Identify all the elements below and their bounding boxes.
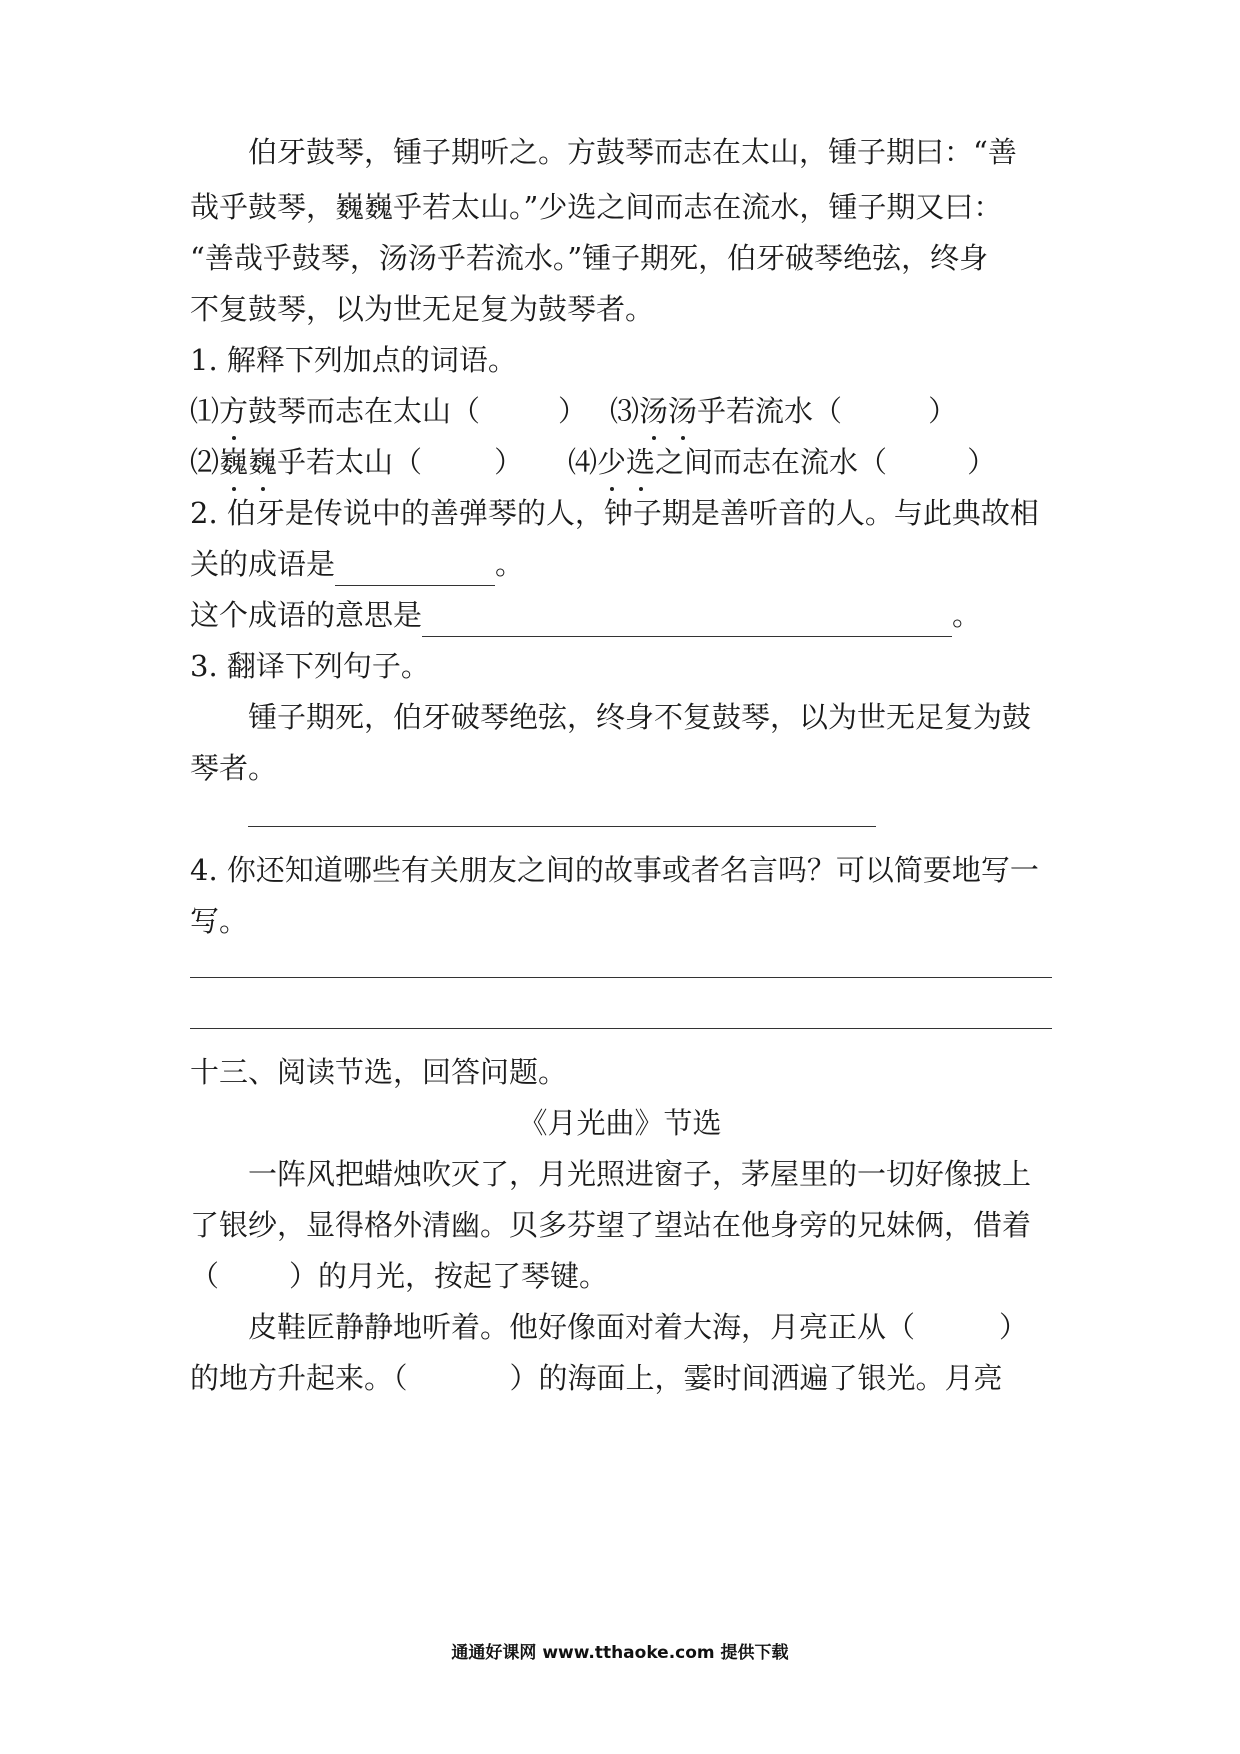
passage1-line-1: 伯牙鼓琴，锺子期听之。方鼓琴而志在太山，锺子期曰：“善 (248, 135, 1017, 169)
question-2-line-2: 关的成语是 。 (190, 542, 1050, 586)
section-13-heading: 十三、阅读节选，回答问题。 (190, 1055, 568, 1089)
answer-line[interactable] (190, 977, 1052, 978)
question-3-sentence-line-2: 琴者。 (190, 751, 278, 785)
answer-line[interactable] (248, 826, 876, 827)
excerpt-p1-line-1: 一阵风把蜡烛吹灭了，月光照进窗子，茅屋里的一切好像披上 (248, 1157, 1032, 1191)
question-4-line-1: 4. 你还知道哪些有关朋友之间的故事或者名言吗？可以简要地写一 (190, 853, 1039, 887)
q1-item-4: ⑷少选之间而志在流水（ ） (568, 440, 1048, 484)
question-2-line-1: 2. 伯牙是传说中的善弹琴的人，钟子期是善听音的人。与此典故相 (190, 496, 1039, 530)
answer-line[interactable] (190, 1028, 1052, 1029)
dotted-char: 方 (219, 389, 248, 433)
answer-blank[interactable] (422, 606, 952, 637)
passage1-line-4: 不复鼓琴，以为世无足复为鼓琴者。 (190, 292, 655, 326)
q1-item-2: ⑵巍巍乎若太山（ ） (190, 440, 590, 484)
answer-blank[interactable] (335, 555, 495, 586)
dotted-char: 巍 (248, 440, 277, 484)
dotted-char: 巍 (219, 440, 248, 484)
excerpt-p1-line-3: （ ）的月光，按起了琴键。 (190, 1259, 609, 1293)
excerpt-title: 《月光曲》节选 (518, 1106, 722, 1140)
excerpt-p1-line-2: 了银纱，显得格外清幽。贝多芬望了望站在他身旁的兄妹俩，借着 (190, 1208, 1032, 1242)
question-1-prompt: 1. 解释下列加点的词语。 (190, 343, 517, 377)
footer-watermark: 通通好课网 www.tthaoke.com 提供下载 (451, 1643, 789, 1663)
dotted-char: 汤 (639, 389, 668, 433)
passage1-line-2: 哉乎鼓琴，巍巍乎若太山。”少选之间而志在流水，锺子期又曰： (190, 190, 1003, 224)
question-4-line-2: 写。 (190, 904, 249, 938)
question-2-line-3: 这个成语的意思是 。 (190, 593, 1050, 637)
question-3-prompt: 3. 翻译下列句子。 (190, 649, 430, 683)
q1-item-1: ⑴方鼓琴而志在太山（ ） (190, 389, 610, 433)
question-3-sentence-line-1: 锺子期死，伯牙破琴绝弦，终身不复鼓琴，以为世无足复为鼓 (248, 700, 1032, 734)
dotted-char: 选 (626, 440, 655, 484)
dotted-char: 汤 (668, 389, 697, 433)
excerpt-p2-line-2: 的地方升起来。（ ）的海面上，霎时间洒遍了银光。月亮 (190, 1361, 1003, 1395)
q1-item-3: ⑶汤汤乎若流水（ ） (610, 389, 1030, 433)
passage1-line-3: “善哉乎鼓琴，汤汤乎若流水。”锺子期死，伯牙破琴绝弦，终身 (190, 241, 989, 275)
dotted-char: 少 (597, 440, 626, 484)
excerpt-p2-line-1: 皮鞋匠静静地听着。他好像面对着大海，月亮正从（ ） (248, 1310, 1029, 1344)
